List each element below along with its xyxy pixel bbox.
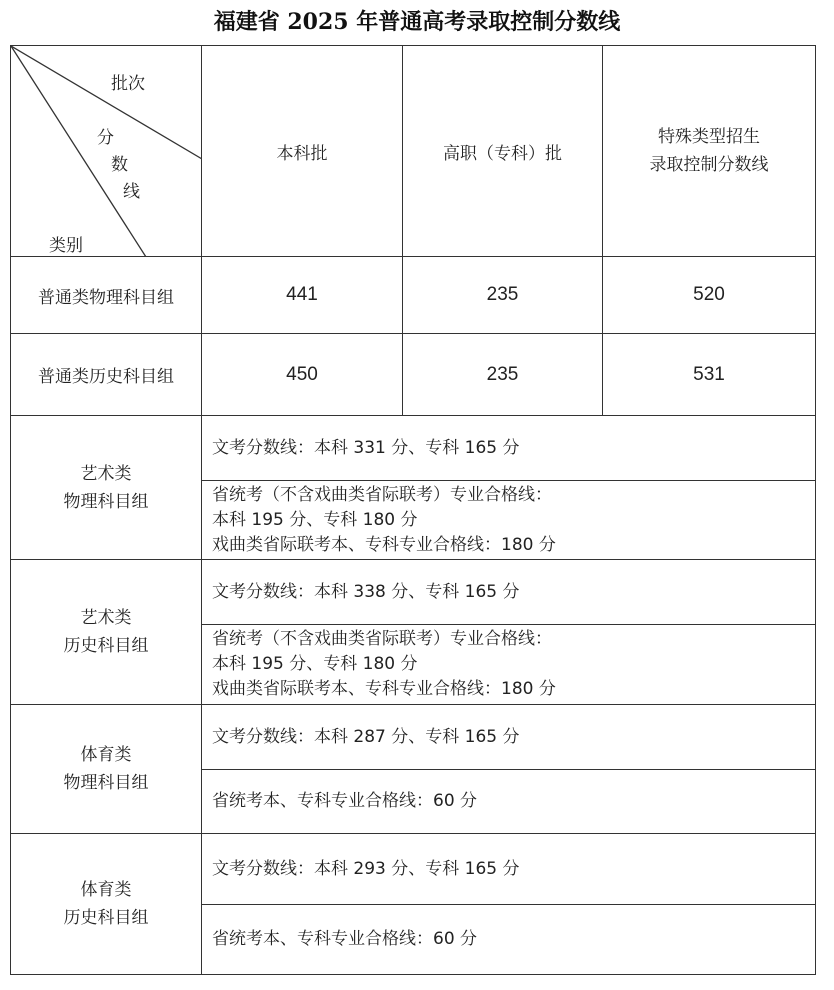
professional-line-a: 省统考（不含戏曲类省际联考）专业合格线： — [212, 484, 552, 505]
vocational-score: 235 — [403, 334, 603, 416]
table-row — [11, 834, 816, 905]
diagonal-header-cell — [11, 46, 202, 257]
culture-score-line: 文考分数线：本科 293 分、专科 165 分 — [202, 834, 816, 905]
professional-line-a: 省统考（不含戏曲类省际联考）专业合格线： — [212, 629, 552, 649]
header-special — [603, 46, 816, 257]
professional-line-b: 本科 195 分、专科 180 分 — [212, 654, 418, 674]
culture-score-line: 文考分数线：本科 338 分、专科 165 分 — [202, 560, 816, 625]
table-row — [11, 560, 816, 625]
table-row — [11, 416, 816, 481]
category-line-1: 体育类 — [80, 880, 132, 900]
category-line-1: 艺术类 — [80, 608, 132, 628]
page-title: 福建省 2025 年普通高考录取控制分数线 — [213, 9, 621, 35]
professional-score-line: 省统考本、专科专业合格线：60 分 — [202, 905, 816, 975]
diag-label-category: 类别 — [49, 236, 83, 256]
professional-line-c: 戏曲类省际联考本、专科专业合格线：180 分 — [212, 534, 556, 555]
header-special-line-2: 录取控制分数线 — [649, 155, 769, 175]
category-line-2: 物理科目组 — [63, 773, 149, 793]
undergrad-score: 450 — [202, 334, 403, 416]
professional-score-line: 省统考本、专科专业合格线：60 分 — [202, 770, 816, 834]
category-line-2: 历史科目组 — [63, 908, 149, 928]
professional-line-b: 本科 195 分、专科 180 分 — [212, 509, 418, 530]
professional-line-c: 戏曲类省际联考本、专科专业合格线：180 分 — [212, 679, 556, 699]
header-special-line-1: 特殊类型招生 — [658, 127, 760, 147]
header-vocational: 高职（专科）批 — [403, 46, 603, 257]
vocational-score: 235 — [403, 257, 603, 334]
diagonal-lines — [11, 46, 202, 257]
category-cell — [11, 705, 202, 834]
culture-score-line: 文考分数线：本科 287 分、专科 165 分 — [202, 705, 816, 770]
category-line-2: 物理科目组 — [63, 491, 149, 512]
diag-label-batch: 批次 — [111, 74, 145, 94]
professional-score-line — [202, 481, 816, 560]
table-row — [11, 705, 816, 770]
category-cell: 普通类历史科目组 — [11, 334, 202, 416]
special-score: 531 — [603, 334, 816, 416]
professional-score-line — [202, 625, 816, 705]
category-cell: 普通类物理科目组 — [11, 257, 202, 334]
header-undergrad: 本科批 — [202, 46, 403, 257]
category-line-2: 历史科目组 — [63, 636, 149, 656]
special-score: 520 — [603, 257, 816, 334]
table-row — [11, 334, 816, 416]
score-table — [10, 45, 816, 975]
category-cell — [11, 834, 202, 975]
diag-label-score-1: 分 — [97, 128, 114, 148]
culture-score-line: 文考分数线：本科 331 分、专科 165 分 — [202, 416, 816, 481]
category-line-1: 体育类 — [80, 745, 132, 765]
table-row — [11, 257, 816, 334]
diag-label-score-2: 数 — [111, 155, 128, 175]
undergrad-score: 441 — [202, 257, 403, 334]
category-line-1: 艺术类 — [80, 463, 132, 484]
category-cell — [11, 560, 202, 705]
header-row — [11, 46, 816, 257]
category-cell — [11, 416, 202, 560]
diag-label-score-3: 线 — [123, 182, 140, 202]
